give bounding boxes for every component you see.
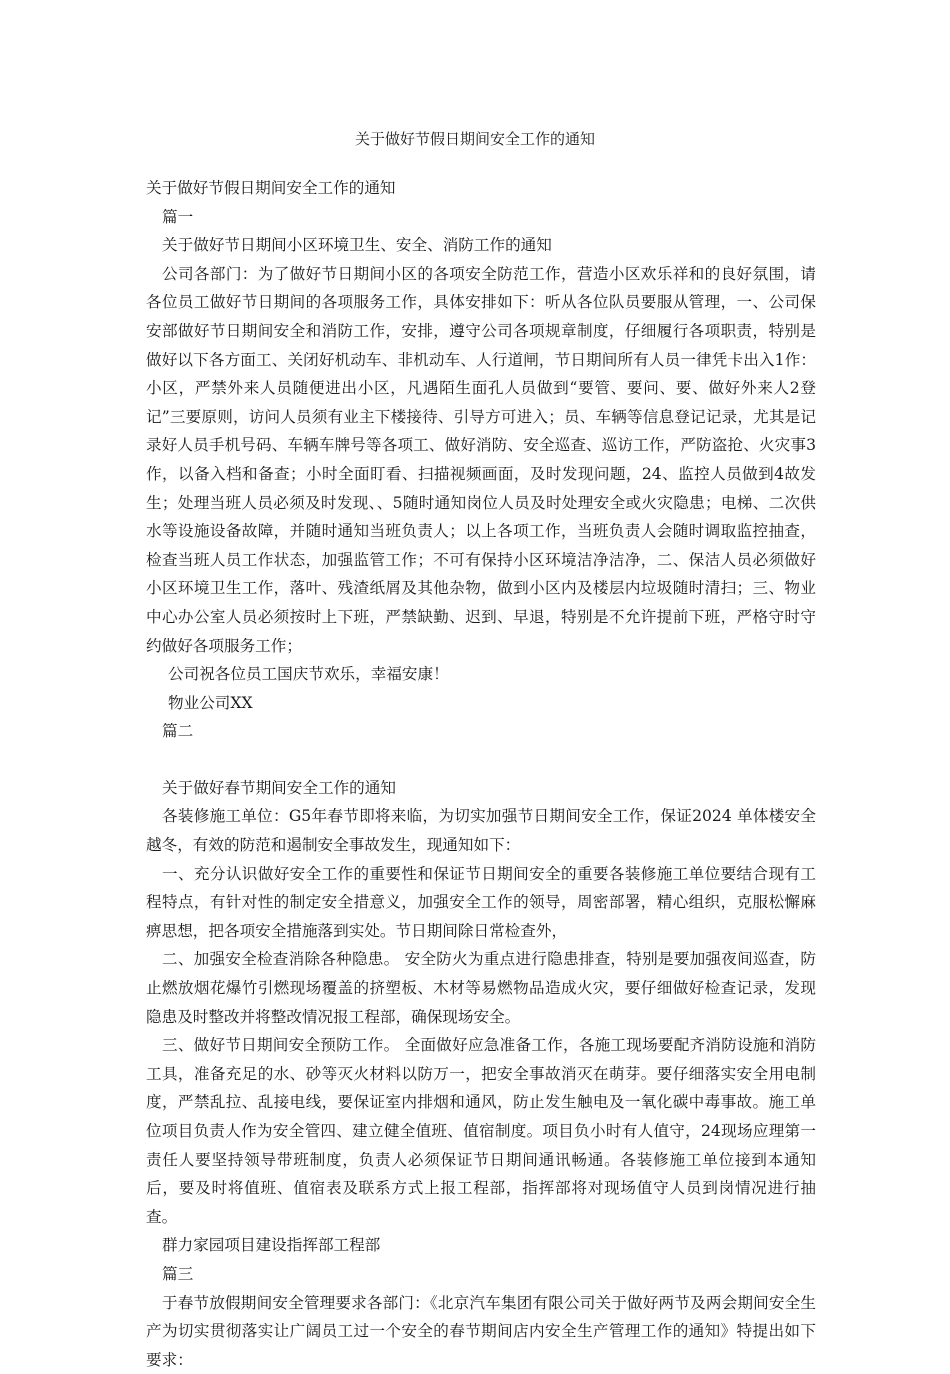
- section-heading: 关于做好节日期间小区环境卫生、安全、消防工作的通知: [162, 236, 552, 255]
- signature: 物业公司XX: [168, 693, 253, 712]
- document-title: 关于做好节假日期间安全工作的通知: [354, 130, 595, 148]
- paragraph: 一、充分认识做好安全工作的重要性和保证节日期间安全的重要各装修施工单位要结合现有工程特点，有针对性的制定安全措意义，加强安全工作的领导，周密部署，精心组织，克服松懈麻痹思想，把各项安全措施落到实处。节日期间除日常检查外，: [146, 864, 816, 940]
- document-body: [146, 174, 816, 1374]
- section-heading: 关于做好春节期间安全工作的通知: [162, 778, 396, 797]
- paragraph: 于春节放假期间安全管理要求各部门：《北京汽车集团有限公司关于做好两节及两会期间安全生产为切实贯彻落实让广阔员工过一个安全的春节期间店内安全生产管理工作的通知》特提出如下要求：: [146, 1293, 816, 1369]
- paragraph: 各装修施工单位：G5年春节即将来临，为切实加强节日期间安全工作，保证2024 单体楼安全越冬，有效的防范和遏制安全事故发生，现通知如下：: [146, 807, 816, 855]
- section-label: 篇一: [162, 207, 194, 226]
- paragraph: 二、加强安全检查消除各种隐患。 安全防火为重点进行隐患排查，特别是要加强夜间巡查，防止燃放烟花爆竹引燃现场覆盖的挤塑板、木材等易燃物品造成火灾，要仔细做好检查记录，发现隐患及时整改并将整改情况报工程部，确保现场安全。: [146, 950, 816, 1026]
- blank-line: [146, 746, 816, 774]
- paragraph: 公司祝各位员工国庆节欢乐，幸福安康！: [168, 665, 449, 684]
- paragraph: 三、做好节日期间安全预防工作。 全面做好应急准备工作，各施工现场要配齐消防设施和消防工具，准备充足的水、砂等灭火材料以防万一，把安全事故消灭在萌芽。要仔细落实安全用电制度，严禁乱拉、乱接电线，要保证室内排烟和通风，防止发生触电及一氧化碳中毒事故。施工单位项目负责人作为安全管四、建立健全值班、值宿制度。项目负小时有人值守，24现场应理第一责任人要坚持领导带班制度，负责人必须保证节日期间通讯畅通。各装修施工单位接到本通知后，要及时将值班、值宿表及联系方式上报工程部，指挥部将对现场值守人员到岗情况进行抽查。: [146, 1036, 816, 1226]
- section-label: 篇三: [162, 1264, 194, 1283]
- signature: 群力家园项目建设指挥部工程部: [162, 1236, 381, 1255]
- paragraph: 公司各部门：为了做好节日期间小区的各项安全防范工作，营造小区欢乐祥和的良好氛围，请各位员工做好节日期间的各项服务工作，具体安排如下：听从各位队员要服从管理，一、公司保安部做好节日期间安全和消防工作，安排，遵守公司各项规章制度，仔细履行各项职责，特别是做好以下各方面工、关闭好机动车、非机动车、人行道闸，节日期间所有人员一律凭卡出入1作：小区，严禁外来人员随便进出小区，凡遇陌生面孔人员做到“要管、要问、要、做好外来人2登记”三要原则，访问人员须有业主下楼接待、引导方可进入；员、车辆等信息登记记录，尤其是记录好人员手机号码、车辆车牌号等各项工、做好消防、安全巡查、巡访工作，严防盗抢、火灾事3作，以备入档和备查；小时全面盯看、扫描视频画面，及时发现问题，24、监控人员做到4故发生；处理当班人员必须及时发现、、5随时通知岗位人员及时处理安全或火灾隐患；电梯、二次供水等设施设备故障，并随时通知当班负责人；以上各项工作，当班负责人会随时调取监控抽查，检查当班人员工作状态，加强监管工作；不可有保持小区环境洁净洁净，二、保洁人员必须做好小区环境卫生工作，落叶、残渣纸屑及其他杂物，做到小区内及楼层内垃圾随时清扫；三、物业中心办公室人员必须按时上下班，严禁缺勤、迟到、早退，特别是不允许提前下班，严格守时守约做好各项服务工作；: [146, 264, 816, 655]
- section-label: 篇二: [162, 722, 194, 741]
- paragraph: 关于做好节假日期间安全工作的通知: [146, 179, 396, 197]
